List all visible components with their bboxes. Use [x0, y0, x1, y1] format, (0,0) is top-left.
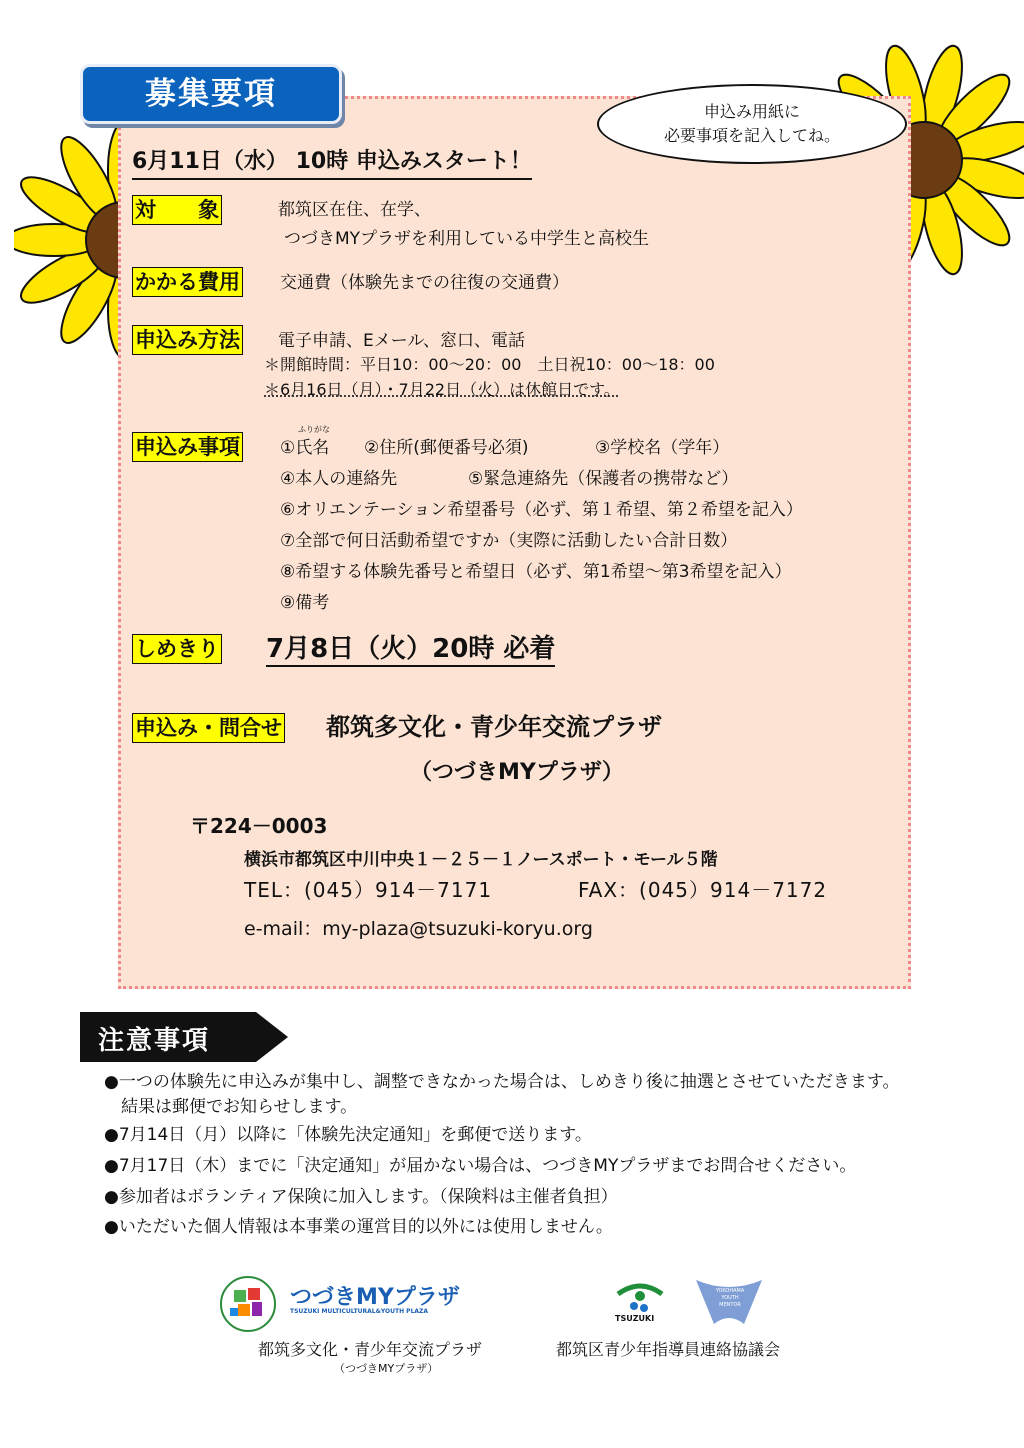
deadline-label: しめきり: [132, 634, 222, 664]
contact-org-sub: （つづきMYプラザ）: [410, 760, 624, 785]
cost-label: かかる費用: [132, 267, 243, 297]
recruitment-title-tab: 募集要項: [80, 64, 342, 124]
note-1-cont: 結果は郵便でお知らせします。: [104, 1097, 358, 1117]
cost-text: 交通費（体験先までの往復の交通費）: [280, 273, 569, 293]
street-address: 横浜市都筑区中川中央１－２５－１ノースポート・モール５階: [244, 850, 718, 870]
item-school: ③学校名（学年）: [595, 438, 730, 458]
method-closed-days: ＊6月16日（月）・7月22日（火）は休館日です。: [264, 380, 620, 399]
method-hours: ＊開館時間：平日10：00～20：00 土日祝10：00～18：00: [264, 355, 715, 374]
footer-org-1: 都筑多文化・青少年交流プラザ: [258, 1340, 483, 1359]
youth-mentor-logo-text: YOKOHAMA YOUTH MENTOR: [715, 1288, 745, 1308]
contact-label: 申込み・問合せ: [132, 713, 285, 743]
note-5: ●いただいた個人情報は本事業の運営目的以外には使用しません。: [104, 1217, 613, 1237]
items-label: 申込み事項: [132, 432, 243, 462]
application-start: 6月11日（水） 10時 申込みスタート！: [132, 147, 532, 180]
notes-title: 注意事項: [98, 1026, 211, 1056]
item-emergency: ⑤緊急連絡先（保護者の携帯など）: [468, 469, 739, 489]
speech-bubble: [597, 84, 907, 164]
method-label: 申込み方法: [132, 325, 243, 355]
email-address[interactable]: e-mail：my-plaza@tsuzuki-koryu.org: [244, 918, 593, 940]
bubble-line-2: 必要事項を記入してね。: [663, 126, 840, 145]
fax-number: FAX：(045）914－7172: [578, 878, 828, 902]
target-label: 対 象: [132, 195, 222, 225]
item-placement: ⑧希望する体験先番号と希望日（必ず、第1希望～第3希望を記入）: [280, 562, 792, 582]
target-line-1: 都筑区在住、在学、: [278, 200, 431, 220]
note-1: ●一つの体験先に申込みが集中し、調整できなかった場合は、しめきり後に抽選とさせていただきます。: [104, 1072, 900, 1092]
notes-title-tab: [80, 1012, 288, 1062]
note-3: ●7月17日（木）までに「決定通知」が届かない場合は、つづきMYプラザまでお問合せください。: [104, 1156, 857, 1176]
item-name: ①氏名: [280, 438, 330, 458]
contact-org: 都筑多文化・青少年交流プラザ: [326, 713, 662, 741]
item-days: ⑦全部で何日活動希望ですか（実際に活動したい合計日数）: [280, 531, 738, 551]
footer-org-2: 都筑区青少年指導員連絡協議会: [556, 1340, 781, 1359]
method-line-1: 電子申請、Eメール、窓口、電話: [278, 331, 526, 351]
item-remarks: ⑨備考: [280, 593, 330, 613]
bubble-line-1: 申込み用紙に: [703, 102, 800, 121]
item-contact: ④本人の連絡先: [280, 469, 398, 489]
my-plaza-logo-subtitle: TSUZUKI MULTICULTURAL&YOUTH PLAZA: [290, 1308, 429, 1315]
deadline-text: 7月8日（火）20時 必着: [266, 633, 555, 667]
note-4: ●参加者はボランティア保険に加入します。（保険料は主催者負担）: [104, 1187, 618, 1207]
target-line-2: つづきMYプラザを利用している中学生と高校生: [284, 229, 650, 249]
my-plaza-logo-text: つづきMYプラザ: [290, 1285, 460, 1310]
tsuzuki-logo-text: TSUZUKI: [615, 1314, 655, 1323]
note-2: ●7月14日（月）以降に「体験先決定通知」を郵便で送ります。: [104, 1125, 592, 1145]
footer-org-1-sub: （つづきMYプラザ）: [334, 1362, 439, 1375]
item-address: ②住所(郵便番号必須): [364, 438, 529, 458]
item-orientation: ⑥オリエンテーション希望番号（必ず、第１希望、第２希望を記入）: [280, 500, 803, 520]
kumin-koryu-seal-logo: [216, 1274, 286, 1334]
tel-number: TEL：(045）914－7171: [244, 878, 493, 902]
furigana-ruby: ふりがな: [298, 425, 330, 434]
postal-code: 〒224－0003: [190, 814, 328, 838]
